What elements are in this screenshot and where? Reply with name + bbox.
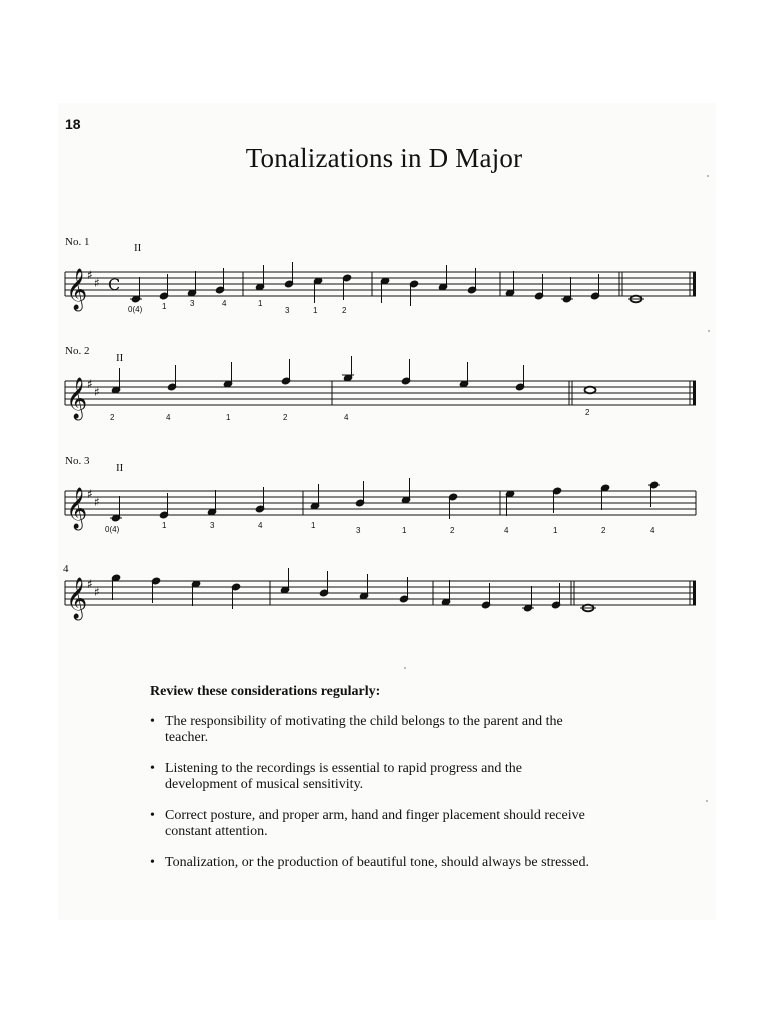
fingering: 4: [166, 413, 171, 422]
fingering: 2: [585, 408, 590, 417]
staff-system: [65, 356, 696, 422]
fingering: 2: [342, 306, 347, 315]
sharp-icon: ♯: [94, 585, 100, 599]
fingering: 0(4): [105, 525, 120, 534]
string-marking: II: [116, 462, 124, 474]
review-item: • Correct posture, and proper arm, hand and finger placement should receive constant attention.: [150, 808, 590, 840]
sharp-icon: ♯: [87, 487, 93, 501]
staff-system: [65, 262, 696, 315]
exercise-label: No. 2: [65, 345, 90, 357]
fingering: 2: [450, 526, 455, 535]
common-time-icon: C: [108, 275, 121, 294]
scan-speck: [404, 667, 406, 669]
fingering: 0(4): [128, 305, 143, 314]
sharp-icon: ♯: [94, 495, 100, 509]
fingering: 4: [258, 521, 263, 530]
review-heading: Review these considerations regularly:: [150, 684, 381, 699]
sharp-icon: ♯: [87, 577, 93, 591]
sharp-icon: ♯: [94, 385, 100, 399]
treble-clef-icon: 𝄞: [66, 488, 88, 529]
sharp-icon: ♯: [94, 276, 100, 290]
exercise-label: No. 1: [65, 236, 90, 248]
scan-speck: [708, 330, 710, 332]
fingering: 1: [258, 299, 263, 308]
string-marking: II: [134, 242, 142, 254]
string-marking: II: [116, 352, 124, 364]
review-item: • Tonalization, or the production of beautiful tone, should always be stressed.: [150, 855, 590, 871]
whole-note: [585, 387, 596, 394]
review-section: [150, 684, 590, 886]
fingering: 1: [162, 521, 167, 530]
page-number: 18: [65, 116, 81, 132]
fingering: 1: [311, 521, 316, 530]
treble-clef-icon: 𝄞: [66, 269, 88, 310]
scan-speck: [706, 800, 708, 802]
exercise-label: No. 3: [65, 455, 90, 467]
fingering: 2: [601, 526, 606, 535]
fingering: 1: [553, 526, 558, 535]
fingering: 3: [285, 306, 290, 315]
fingering: 3: [356, 526, 361, 535]
fingering: 1: [162, 302, 167, 311]
staff-system: [65, 478, 696, 535]
staff-system: [65, 568, 696, 620]
treble-clef-icon: 𝄞: [66, 578, 88, 619]
sharp-icon: ♯: [87, 377, 93, 391]
review-list: [150, 714, 590, 871]
fingering: 4: [222, 299, 227, 308]
fingering: 4: [650, 526, 655, 535]
fingering: 4: [504, 526, 509, 535]
fingering: 1: [402, 526, 407, 535]
fingering: 3: [210, 521, 215, 530]
page-title: Tonalizations in D Major: [245, 143, 523, 173]
fingering: 3: [190, 299, 195, 308]
fingering: 2: [283, 413, 288, 422]
review-item: • Listening to the recordings is essential to rapid progress and the development of musical sensitivity.: [150, 761, 590, 793]
fingering: 1: [226, 413, 231, 422]
review-item: • The responsibility of motivating the child belongs to the parent and the teacher.: [150, 714, 590, 746]
treble-clef-icon: 𝄞: [66, 378, 88, 419]
fingering: 1: [313, 306, 318, 315]
sharp-icon: ♯: [87, 268, 93, 282]
scan-speck: [707, 175, 709, 177]
fingering: 2: [110, 413, 115, 422]
fingering: 4: [344, 413, 349, 422]
measure-number: 4: [63, 563, 69, 575]
